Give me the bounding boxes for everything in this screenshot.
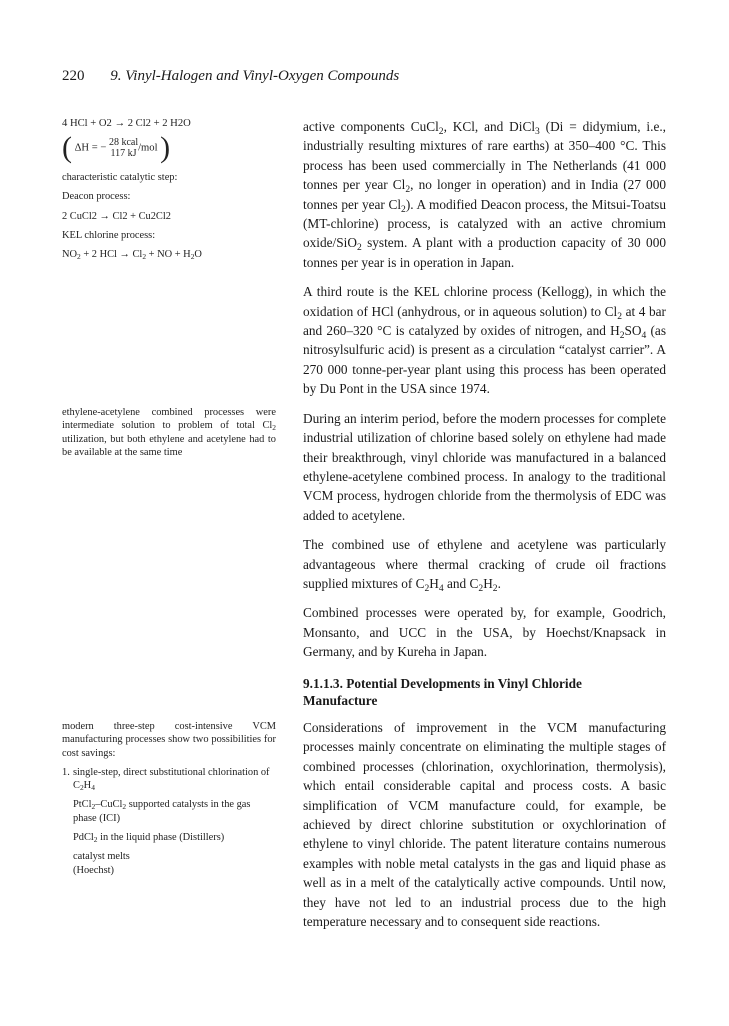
catalyst-option-hoechst [73, 850, 276, 877]
equation-overall: 4 HCl + O2 → 2 Cl2 + 2 H2O [62, 118, 191, 129]
enthalpy-kcal: 28 kcal [108, 137, 139, 148]
sidebar-cost-savings [62, 720, 276, 877]
list-item [62, 766, 276, 793]
main-column-lower [303, 718, 666, 941]
deacon-label: Deacon process: [62, 191, 131, 203]
chapter-title: 9. Vinyl-Halogen and Vinyl-Oxygen Compounds [110, 68, 400, 84]
sidebar-equations [62, 117, 287, 267]
list-item-text: single-step, direct substitutional chlorination of $C_2H_4$ [73, 766, 270, 793]
enthalpy-label: ΔH = − [74, 142, 107, 154]
paragraph-combined-use: The combined use of ethylene and acetylene was particularly advantageous where thermal cracking of crude oil fractions supplied mixtures of $C_2H_4$ and $C_2H_2$. [303, 537, 666, 594]
section-heading: 9.1.1.3. Potential Developments in Vinyl Chloride Manufacture [303, 676, 582, 708]
kel-label: KEL chlorine process: [62, 229, 156, 241]
list-number: 1. [62, 766, 70, 778]
enthalpy-block [62, 133, 287, 165]
sidebar-note-combined [62, 406, 276, 465]
page-number: 220 [62, 68, 85, 84]
main-column-upper [303, 117, 666, 672]
paragraph-improvements: Considerations of improvement in the VCM manufacturing processes mainly concentrate on eliminating the multiple stages of combined processes (chlorination, oxychlorination, thermolysis), which entail considerable capital and process costs. A basic simplification of VCM manufacture could, for example, be achieved by direct chlorine substitution or oxychlorination of ethylene to vinyl chloride. The patent literature contains numerous examples with noble metal catalysts in the gas and liquid phase as well as in a melt of the catalytically active compounds. Until now, they have not led to an industrial process due to the high temperature necessary and to consequent side reactions. [303, 720, 666, 930]
running-header [62, 68, 399, 85]
paragraph-interim: During an interim period, before the modern processes for complete industrial utilization of chlorine based solely on ethylene had made their breakthrough, vinyl chloride was manufactured in a balanced ethylene-acetylene combined process. In analogy to the traditional VCM process, hydrogen chloride from the thermolysis of EDC was added to acetylene. [303, 410, 666, 523]
hoechst-label: (Hoechst) [73, 864, 114, 876]
right-paren: ) [160, 131, 171, 164]
enthalpy-kj: 117 kJ [110, 148, 137, 159]
catalyst-option-distillers: PdCl$_2$ in the liquid phase (Distillers) [73, 832, 225, 845]
cost-savings-intro: modern three-step cost-intensive VCM manufacturing processes show two possibilities for cost savings: [62, 721, 276, 759]
paragraph-deacon: active components CuCl$_2$, KCl, and DiCl$_3$ (Di = didymium, i.e., industrially resulting mixtures of rare earths) at 350–400 °C. This process has been used commercially in The Netherlands (41 000 tonnes per year $Cl_2$, no longer in operation) and in India (27 000 tonnes per year $Cl_2$). A modified Deacon process, the Mitsui-Toatsu (MT-chlorine) process, is catalyzed with an active chromium oxide/SiO$_2$ system. A plant with a production capacity of 30 000 tonnes per year is in operation in Japan. [303, 119, 666, 270]
paragraph-operators: Combined processes were operated by, for example, Goodrich, Monsanto, and UCC in the USA, by Hoechst/Knapsack in Germany, and by Kureha in Japan. [303, 605, 666, 660]
catalyst-melts-label: catalyst melts [73, 851, 130, 863]
catalytic-step-label: characteristic catalytic step: [62, 172, 178, 183]
enthalpy-fraction [109, 137, 138, 159]
deacon-equation: 2 CuCl2 → Cl2 + Cu2Cl2 [62, 210, 171, 222]
paragraph-kel: A third route is the KEL chlorine process (Kellogg), in which the oxidation of HCl (anhydrous, or in aqueous solution) to $Cl_2$ at 4 bar and 260–320 °C is catalyzed by oxides of nitrogen, and $H_2SO_4$ (as nitrosylsulfuric acid) is present as a circulation “catalyst carrier”. A 270 000 tonne-per-year plant using this process has been operated by Du Pont in the USA since 1974. [303, 284, 666, 397]
catalyst-option-ici: PtCl$_2$–CuCl$_2$ supported catalysts in the gas phase (ICI) [73, 799, 251, 824]
left-paren: ( [62, 131, 72, 164]
enthalpy-unit: /mol [138, 142, 158, 154]
kel-equation: $NO_2 + 2$ HCl → $Cl_2$ + NO + $H_2O$ [62, 249, 202, 262]
combined-processes-note: ethylene-acetylene combined processes were intermediate solution to problem of total $Cl_2$ utilization, but both ethylene and acetylene had to be available at the same time [62, 407, 276, 458]
